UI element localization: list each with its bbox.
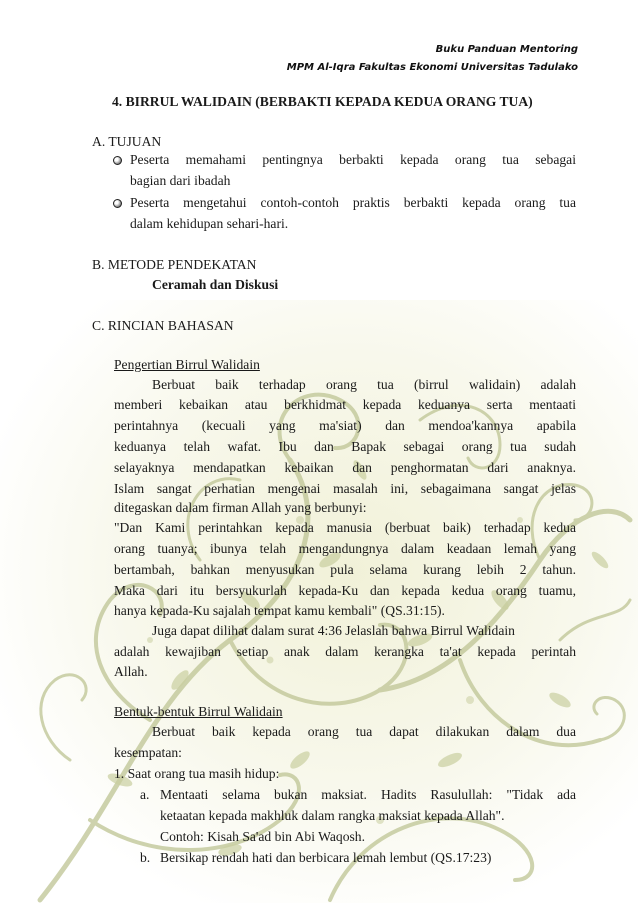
method-text: Ceramah dan Diskusi xyxy=(152,277,279,292)
paragraph-3-line1: Berbuat baik kepada orang tua dapat dilakukan dalam dua xyxy=(152,724,576,739)
item-a-line2: ketaatan kepada makhluk dalam rangka maksiat kepada Allah". xyxy=(160,808,505,823)
subheading-bentuk: Bentuk-bentuk Birrul Walidain xyxy=(114,704,283,719)
paragraph-2-line1: Juga dapat dilihat dalam surat 4:36 Jelaslah bahwa Birrul Walidain xyxy=(152,623,515,638)
paragraph-1-line6: Islam sangat perhatian mengenai masalah ini, sebagaimana sangat jelas xyxy=(114,481,576,496)
paragraph-1-line4: keduanya telah wafat. Ibu dan Bapak sebagai orang tua sudah xyxy=(114,439,576,454)
item-a-label: a. xyxy=(140,787,150,802)
paragraph-2-line2: adalah kewajiban setiap anak dalam kerangka ta'at kepada perintah xyxy=(114,644,576,659)
header-organization: MPM Al-Iqra Fakultas Ekonomi Universitas Tadulako xyxy=(286,62,578,73)
chapter-title: 4. BIRRUL WALIDAIN (BERBAKTI KEPADA KEDUA ORANG TUA) xyxy=(112,94,533,109)
item-b-text: Bersikap rendah hati dan berbicara lemah lembut (QS.17:23) xyxy=(160,850,492,865)
paragraph-1-line7: ditegaskan dalam firman Allah yang berbunyi: xyxy=(114,500,367,515)
quote-line1: "Dan Kami perintahkan kepada manusia (berbuat baik) terhadap kedua xyxy=(114,520,576,535)
section-c-heading: C. RINCIAN BAHASAN xyxy=(92,318,234,333)
item-a-line1: Mentaati selama bukan maksiat. Hadits Rasulullah: "Tidak ada xyxy=(160,787,576,802)
bullet-icon xyxy=(113,156,122,165)
quote-line2: orang tuanya; ibunya telah mengandungnya dalam keadaan lemah yang xyxy=(114,541,576,556)
objective-2-line1: Peserta mengetahui contoh-contoh praktis berbakti kepada orang tua xyxy=(130,195,576,210)
list-item-1: 1. Saat orang tua masih hidup: xyxy=(114,766,280,781)
section-b-heading: B. METODE PENDEKATAN xyxy=(92,257,257,272)
paragraph-2-line3: Allah. xyxy=(114,664,148,679)
header-book-title: Buku Panduan Mentoring xyxy=(435,44,578,55)
bullet-icon xyxy=(113,199,122,208)
paragraph-1-line5: selayaknya mendapatkan kebaikan dan penghormatan dari anaknya. xyxy=(114,460,576,475)
item-b-label: b. xyxy=(140,850,151,865)
quote-line4: Maka dari itu bersyukurlah kepada-Ku dan kepada kedua orang tuamu, xyxy=(114,583,576,598)
quote-line3: bertambah, bahkan menyusukan pula selama kurang lebih 2 tahun. xyxy=(114,562,576,577)
objective-1-line2: bagian dari ibadah xyxy=(130,173,231,188)
subheading-pengertian: Pengertian Birrul Walidain xyxy=(114,357,260,372)
paragraph-1-line3: perintahnya (kecuali yang ma'siat) dan mendoa'kannya apabila xyxy=(114,418,576,433)
objective-2-line2: dalam kehidupan sehari-hari. xyxy=(130,216,289,231)
paragraph-1-line2: memberi kebaikan atau berkhidmat kepada keduanya serta mentaati xyxy=(114,397,576,412)
paragraph-3-line2: kesempatan: xyxy=(114,745,182,760)
paragraph-1-line1: Berbuat baik terhadap orang tua (birrul walidain) adalah xyxy=(152,377,576,392)
section-a-heading: A. TUJUAN xyxy=(92,134,162,149)
item-a-line3: Contoh: Kisah Sa'ad bin Abi Waqosh. xyxy=(160,829,366,844)
quote-line5: hanya kepada-Ku sajalah tempat kamu kembali" (QS.31:15). xyxy=(114,603,445,618)
objective-1-line1: Peserta memahami pentingnya berbakti kepada orang tua sebagai xyxy=(130,152,576,167)
